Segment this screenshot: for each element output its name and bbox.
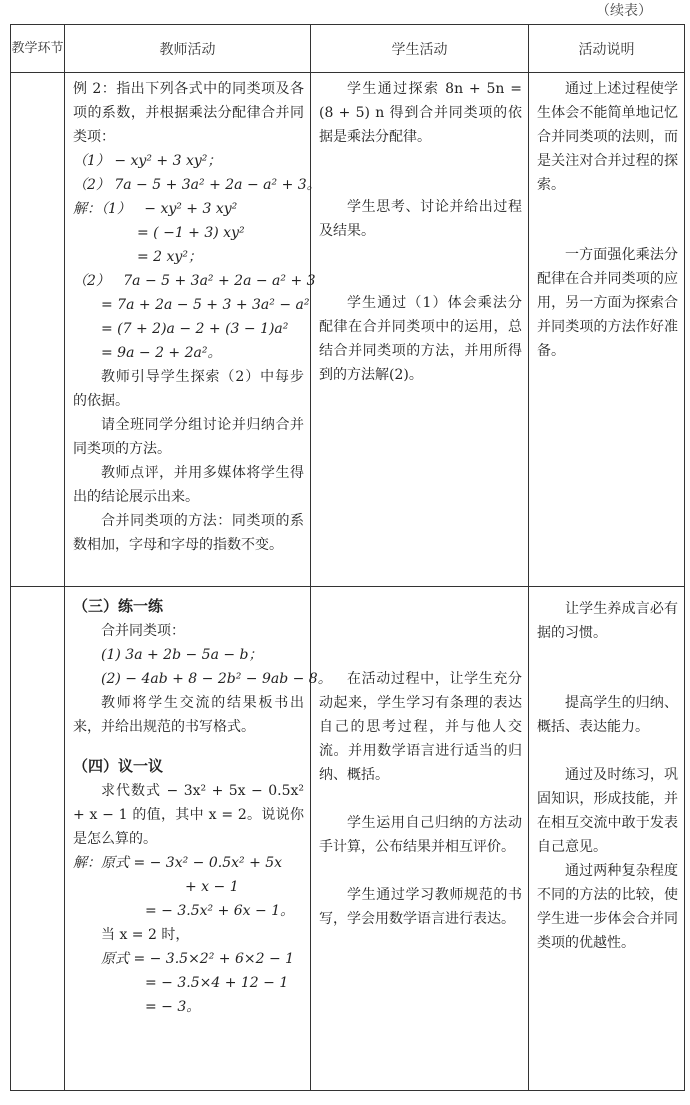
solution-line: 解：（1） − xy² + 3 xy² (73, 201, 238, 217)
student-paragraph: 在活动过程中，让学生充分动起来，学生学习有条理的表达自己的思考过程，并与他人交流。并用数学语言进行适当的归纳、概括。 (319, 671, 522, 783)
lesson-table (10, 24, 685, 1091)
note-paragraph: 一方面强化乘法分配律在合并同类项的应用，另一方面为探索合并同类项的方法作好准备。 (537, 247, 678, 359)
note-cell (529, 73, 685, 587)
teacher-cell (65, 587, 332, 1091)
section-title: （三）练一练 (73, 597, 164, 615)
header-teacher: 教师活动 (65, 25, 311, 73)
student-cell (311, 587, 529, 1091)
solution-line: + x − 1 (185, 879, 239, 895)
teacher-paragraph: 合并同类项的方法：同类项的系数相加，字母和字母的指数不变。 (73, 513, 304, 553)
header-step: 教学环节 (11, 25, 65, 73)
note-paragraph: 提高学生的归纳、概括、表达能力。 (537, 695, 678, 735)
note-cell (529, 587, 685, 1091)
exercise-item: (2) − 4ab + 8 − 2b² − 9ab − 8。 (101, 671, 332, 687)
continued-label: （续表） (596, 3, 652, 19)
student-paragraph: 学生思考、讨论并给出过程及结果。 (319, 199, 522, 239)
example-item: （1） − xy² + 3 xy²； (73, 153, 222, 169)
note-paragraph: 通过及时练习，巩固知识，形成技能，并在相互交流中敢于发表自己意见。 (537, 767, 678, 855)
table-row (11, 73, 685, 587)
solution-line: （2） 7a − 5 + 3a² + 2a − a² + 3 (73, 273, 316, 289)
header-student: 学生活动 (311, 25, 529, 73)
student-paragraph: 学生通过探索 8n + 5n = (8 + 5) n 得到合并同类项的依据是乘法分配律。 (319, 81, 522, 145)
example-intro: 例 2：指出下列各式中的同类项及各项的系数，并根据乘法分配律合并同类项： (73, 81, 304, 145)
solution-line: = − 3.5×4 + 12 − 1 (145, 975, 289, 991)
exercise-item: (1) 3a + 2b − 5a − b； (101, 647, 263, 663)
solution-line: = (7 + 2)a − 2 + (3 − 1)a² (101, 321, 289, 337)
header-note: 活动说明 (529, 25, 685, 73)
solution-line: = 7a + 2a − 5 + 3 + 3a² − a² (101, 297, 310, 313)
section-title: （四）议一议 (73, 757, 164, 775)
solution-line: = 9a − 2 + 2a²。 (101, 345, 222, 361)
solution-line: = − 3。 (145, 999, 201, 1015)
student-paragraph: 学生运用自己归纳的方法动手计算，公布结果并相互评价。 (319, 815, 522, 855)
solution-line: = 2 xy²； (137, 249, 202, 265)
student-paragraph: 学生通过（1）体会乘法分配律在合并同类项中的运用，总结合并同类项的方法，并用所得到的方法解(2)。 (319, 295, 522, 383)
student-cell (311, 73, 529, 587)
step-cell (11, 587, 65, 1091)
teacher-cell (65, 73, 321, 587)
student-paragraph: 学生通过学习教师规范的书写，学会用数学语言进行表达。 (319, 887, 522, 927)
teacher-paragraph: 请全班同学分组讨论并归纳合并同类项的方法。 (73, 417, 304, 457)
step-cell (11, 73, 65, 587)
solution-line: 原式 = − 3.5×2² + 6×2 − 1 (101, 951, 295, 967)
solution-line: = − 3.5x² + 6x − 1。 (145, 903, 295, 919)
note-paragraph: 让学生养成言必有据的习惯。 (537, 601, 678, 641)
teacher-paragraph: 教师引导学生探索（2）中每步的依据。 (73, 369, 304, 409)
header-row (11, 25, 685, 73)
task-label: 合并同类项： (101, 623, 185, 639)
example-item: （2） 7a − 5 + 3a² + 2a − a² + 3。 (73, 177, 321, 193)
note-paragraph: 通过上述过程使学生体会不能简单地记忆合并同类项的法则，而是关注对合并过程的探索。 (537, 81, 678, 193)
solution-line: 当 x = 2 时， (101, 927, 190, 943)
teacher-paragraph: 教师将学生交流的结果板书出来，并给出规范的书写格式。 (73, 695, 304, 735)
solution-line: 解：原式 = − 3x² − 0.5x² + 5x (73, 855, 283, 871)
teacher-paragraph: 求代数式 − 3x² + 5x − 0.5x² + x − 1 的值，其中 x = 2。说说你是怎么算的。 (73, 783, 304, 847)
note-paragraph: 通过两种复杂程度不同的方法的比较，使学生进一步体会合并同类项的优越性。 (537, 863, 678, 951)
teacher-paragraph: 教师点评，并用多媒体将学生得出的结论展示出来。 (73, 465, 304, 505)
solution-line: = ( −1 + 3) xy² (137, 225, 245, 241)
table-row (11, 587, 685, 1091)
